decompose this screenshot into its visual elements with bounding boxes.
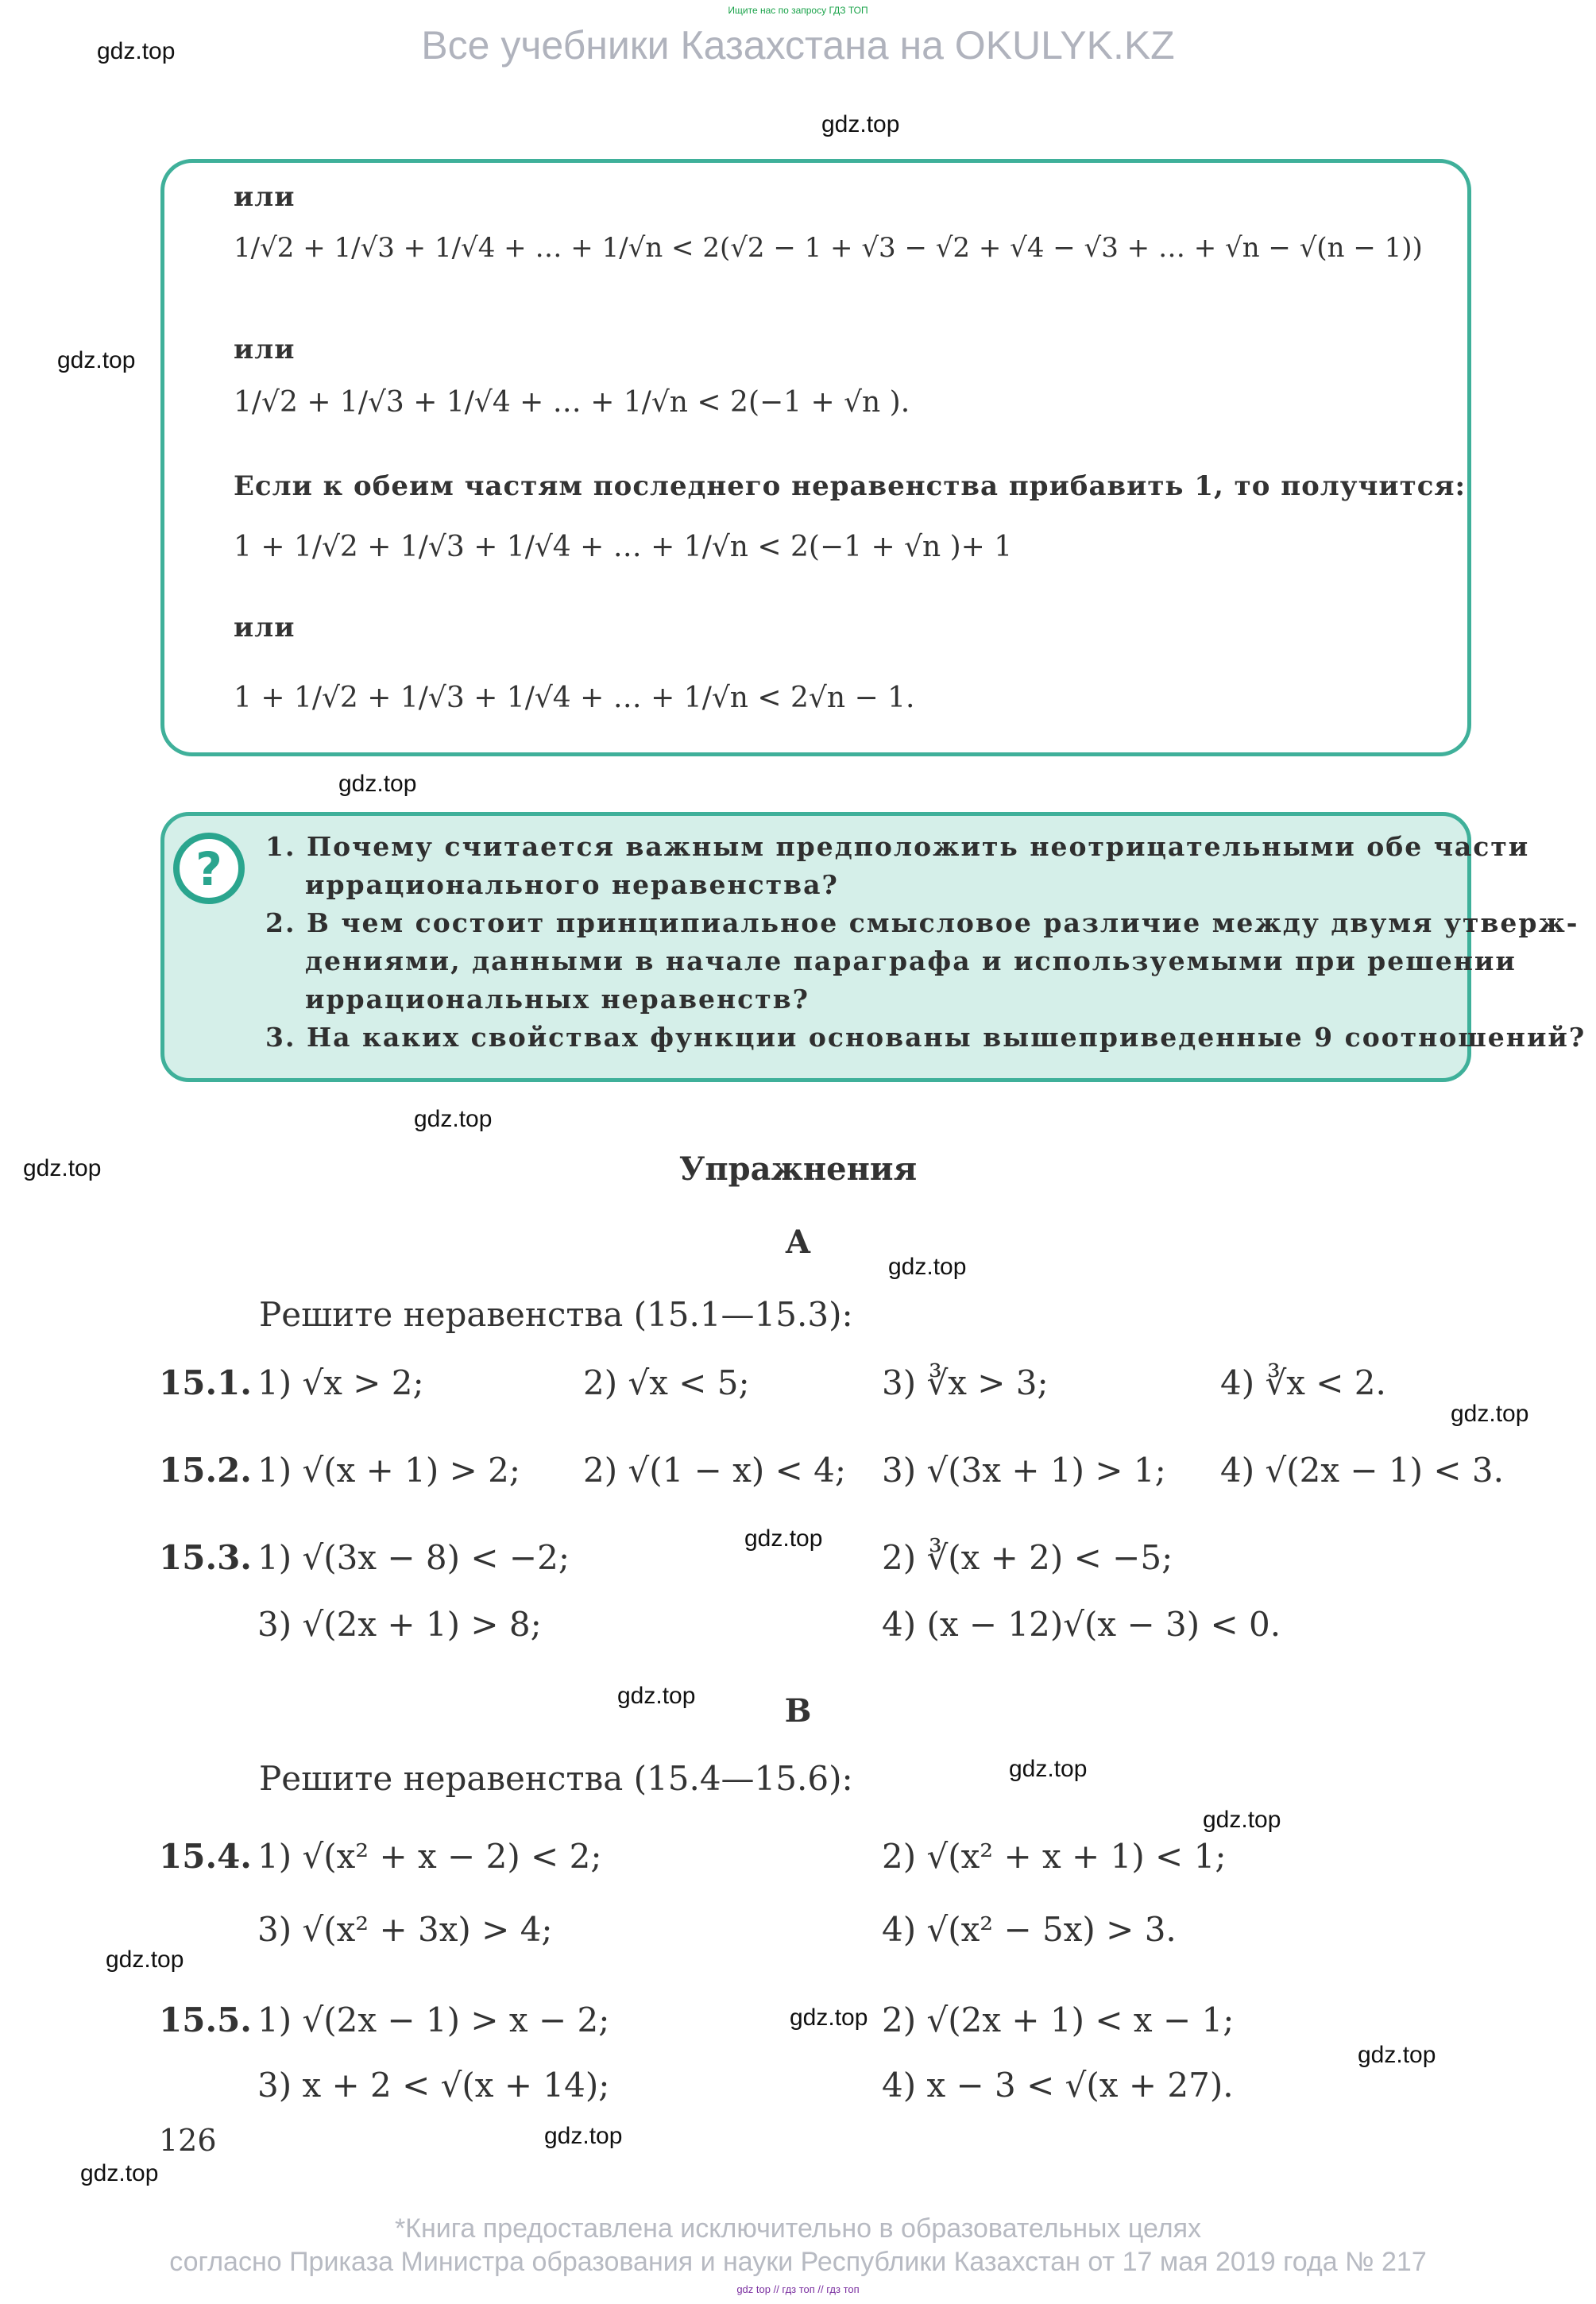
watermark: gdz.top <box>544 2123 623 2149</box>
proof-or-word: или <box>234 181 296 213</box>
exercise-part: 4) x − 3 < √(x + 27). <box>882 2066 1234 2105</box>
proof-inequality-4: 1 + 1/√2 + 1/√3 + 1/√4 + … + 1/√n < 2√n − 1. <box>234 682 915 714</box>
watermark: gdz.top <box>821 111 900 137</box>
exercise-part: 3) √(x² + 3x) > 4; <box>257 1910 553 1949</box>
exercise-number: 15.1. <box>159 1363 252 1402</box>
exercise-part: 1) √(3x − 8) < −2; <box>257 1538 570 1577</box>
watermark: gdz.top <box>338 771 417 797</box>
exercises-title: Упражнения <box>678 1150 918 1188</box>
footer-links[interactable]: gdz top // гдз топ // гдз топ <box>736 2283 860 2295</box>
exercise-part: 4) √(x² − 5x) > 3. <box>882 1910 1177 1949</box>
exercise-part: 1) √x > 2; <box>257 1363 424 1402</box>
exercise-part: 4) √(2x − 1) < 3. <box>1220 1451 1504 1490</box>
exercise-part: 2) √(x² + x + 1) < 1; <box>882 1837 1227 1876</box>
exercise-part: 3) ∛x > 3; <box>882 1363 1049 1402</box>
page-number: 126 <box>159 2123 217 2158</box>
question-icon: ? <box>173 833 245 904</box>
footer-line-1: *Книга предоставлена исключительно в образовательных целях <box>394 2213 1202 2244</box>
watermark: gdz.top <box>1451 1401 1529 1427</box>
exercise-part: 4) ∛x < 2. <box>1220 1363 1386 1402</box>
watermark: gdz.top <box>888 1254 967 1280</box>
question-3: 3. На каких свойствах функции основаны вышеприведенные 9 соотношений? <box>265 1022 1586 1053</box>
watermark: gdz.top <box>790 2004 868 2031</box>
exercise-part: 3) x + 2 < √(x + 14); <box>257 2066 610 2105</box>
header-tagline: Ищите нас по запросу ГДЗ ТОП <box>728 5 868 16</box>
watermark: gdz.top <box>97 38 176 64</box>
watermark: gdz.top <box>57 347 136 373</box>
proof-or-word: или <box>234 612 296 644</box>
proof-inequality-1: 1/√2 + 1/√3 + 1/√4 + … + 1/√n < 2(√2 − 1 + √3 − √2 + √4 − √3 + … + √n − √(n − 1)) <box>234 232 1423 264</box>
watermark: gdz.top <box>744 1525 823 1552</box>
question-2-cont: иррациональных неравенств? <box>305 984 810 1015</box>
question-1-cont: иррационального неравенства? <box>305 869 839 900</box>
watermark: gdz.top <box>1009 1756 1088 1782</box>
header-site-title[interactable]: Все учебники Казахстана на OKULYK.KZ <box>421 23 1175 68</box>
exercise-number: 15.3. <box>159 1538 252 1577</box>
exercise-number: 15.2. <box>159 1451 252 1490</box>
proof-inequality-2: 1/√2 + 1/√3 + 1/√4 + … + 1/√n < 2(−1 + √n ). <box>234 386 910 419</box>
exercise-part: 1) √(x + 1) > 2; <box>257 1451 521 1490</box>
watermark: gdz.top <box>80 2160 159 2186</box>
exercise-number: 15.4. <box>159 1837 252 1876</box>
exercise-part: 3) √(3x + 1) > 1; <box>882 1451 1166 1490</box>
exercise-part: 4) (x − 12)√(x − 3) < 0. <box>882 1605 1281 1644</box>
exercise-part: 1) √(x² + x − 2) < 2; <box>257 1837 602 1876</box>
watermark: gdz.top <box>414 1106 493 1132</box>
section-a-heading: А <box>785 1224 811 1261</box>
watermark: gdz.top <box>617 1683 696 1709</box>
exercise-number: 15.5. <box>159 2001 252 2039</box>
watermark: gdz.top <box>1203 1807 1281 1833</box>
exercise-part: 1) √(2x − 1) > x − 2; <box>257 2001 610 2039</box>
exercise-part: 2) √(1 − x) < 4; <box>583 1451 847 1490</box>
section-b-heading: В <box>784 1692 812 1730</box>
question-2-cont: дениями, данными в начале параграфа и используемыми при решении <box>305 945 1517 976</box>
footer-line-2: согласно Приказа Министра образования и науки Республики Казахстан от 17 мая 2019 года № 217 <box>169 2247 1427 2277</box>
exercise-part: 2) √(2x + 1) < x − 1; <box>882 2001 1235 2039</box>
section-b-intro: Решите неравенства (15.4—15.6): <box>259 1759 853 1798</box>
proof-or-word: или <box>234 334 296 365</box>
question-2: 2. В чем состоит принципиальное смысловое различие между двумя утверж- <box>265 907 1579 938</box>
section-a-intro: Решите неравенства (15.1—15.3): <box>259 1295 853 1334</box>
exercise-part: 2) √x < 5; <box>583 1363 750 1402</box>
exercise-part: 3) √(2x + 1) > 8; <box>257 1605 542 1644</box>
watermark: gdz.top <box>23 1155 102 1181</box>
exercise-part: 2) ∛(x + 2) < −5; <box>882 1538 1173 1577</box>
watermark: gdz.top <box>1358 2042 1436 2068</box>
proof-inequality-3: 1 + 1/√2 + 1/√3 + 1/√4 + … + 1/√n < 2(−1 + √n )+ 1 <box>234 531 1013 563</box>
question-1: 1. Почему считается важным предположить неотрицательными обе части <box>265 831 1530 862</box>
watermark: gdz.top <box>106 1946 184 1973</box>
proof-text: Если к обеим частям последнего неравенства прибавить 1, то получится: <box>234 470 1467 502</box>
